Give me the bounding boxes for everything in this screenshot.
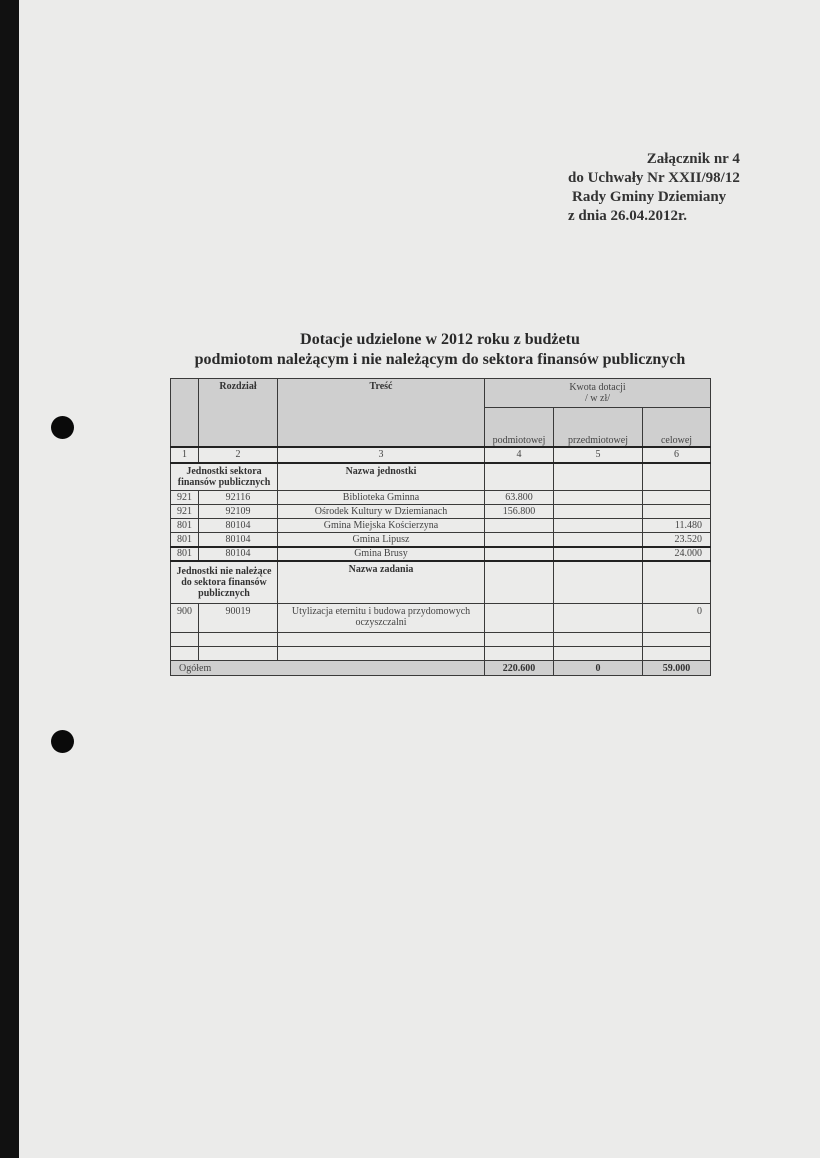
council-name: Rady Gminy Dziemiany [572, 189, 727, 205]
header-celowej: celowej [643, 408, 711, 447]
resolution-date: z dnia 26.04.2012r. [568, 208, 688, 224]
col-number: 6 [643, 447, 711, 463]
table-row [171, 491, 711, 505]
cell-rozdzial: 90019 [199, 604, 278, 633]
table-row [171, 604, 711, 633]
cell-przedm [554, 505, 643, 519]
cell-dzial: 921 [171, 505, 199, 519]
col-number: 4 [485, 447, 554, 463]
cell-name: Gmina Miejska Kościerzyna [278, 519, 485, 533]
header-podmiotowej: podmiotowej [485, 408, 554, 447]
header-unit: / w zł/ [585, 393, 610, 404]
header-rozdzial: Rozdział [199, 379, 278, 447]
cell-dzial: 921 [171, 491, 199, 505]
col-number: 5 [554, 447, 643, 463]
cell-cel [643, 491, 711, 505]
cell-dzial: 900 [171, 604, 199, 633]
section-nonpublic-name-header: Nazwa zadania [278, 561, 485, 604]
cell-name: Ośrodek Kultury w Dziemianach [278, 505, 485, 519]
header-przedmiotowej: przedmiotowej [554, 408, 643, 447]
attachment-number: Załącznik nr 4 [646, 151, 740, 167]
cell-przedm [554, 533, 643, 547]
cell-cel: 11.480 [643, 519, 711, 533]
table-row [171, 533, 711, 547]
col-number: 2 [199, 447, 278, 463]
document-title [160, 330, 720, 370]
cell-cel [643, 505, 711, 519]
cell-cel: 23.520 [643, 533, 711, 547]
total-przedmiotowej: 0 [554, 661, 643, 676]
cell-przedm [554, 547, 643, 561]
cell-rozdzial: 80104 [199, 547, 278, 561]
punch-hole [51, 416, 74, 439]
attachment-note [568, 150, 740, 226]
header-kwota-label: Kwota dotacji [569, 382, 626, 393]
cell-dzial: 801 [171, 533, 199, 547]
cell-name: Utylizacja eternitu i budowa przydomowych oczyszczalni [278, 604, 485, 633]
title-line-1: Dotacje udzielone w 2012 roku z budżetu [300, 331, 580, 348]
cell-podm [485, 519, 554, 533]
table-row [171, 505, 711, 519]
resolution-number: do Uchwały Nr XXII/98/12 [568, 170, 740, 186]
total-celowej: 59.000 [643, 661, 711, 676]
table-row [171, 519, 711, 533]
cell-podm: 63.800 [485, 491, 554, 505]
cell-podm: 156.800 [485, 505, 554, 519]
section-public-name-header: Nazwa jednostki [278, 463, 485, 491]
cell-przedm [554, 491, 643, 505]
table-row [171, 547, 711, 561]
cell-name: Biblioteka Gminna [278, 491, 485, 505]
cell-rozdzial: 92109 [199, 505, 278, 519]
cell-podm [485, 533, 554, 547]
section-nonpublic-label: Jednostki nie należące do sektora finansów publicznych [171, 561, 278, 604]
cell-rozdzial: 92116 [199, 491, 278, 505]
header-kwota [485, 379, 711, 408]
total-label: Ogółem [171, 661, 485, 676]
cell-dzial: 801 [171, 519, 199, 533]
header-tresc: Treść [278, 379, 485, 447]
section-public-label: Jednostki sektora finansów publicznych [171, 463, 278, 491]
col-number: 1 [171, 447, 199, 463]
cell-podm [485, 547, 554, 561]
cell-dzial: 801 [171, 547, 199, 561]
grants-table [170, 378, 711, 676]
cell-name: Gmina Brusy [278, 547, 485, 561]
cell-rozdzial: 80104 [199, 533, 278, 547]
title-line-2: podmiotom należącym i nie należącym do sektora finansów publicznych [194, 351, 686, 368]
cell-rozdzial: 80104 [199, 519, 278, 533]
cell-przedm [554, 604, 643, 633]
cell-podm [485, 604, 554, 633]
scan-edge [0, 0, 19, 1158]
total-podmiotowej: 220.600 [485, 661, 554, 676]
cell-name: Gmina Lipusz [278, 533, 485, 547]
col-number: 3 [278, 447, 485, 463]
header-dzial [171, 379, 199, 447]
cell-przedm [554, 519, 643, 533]
cell-cel: 24.000 [643, 547, 711, 561]
punch-hole [51, 730, 74, 753]
cell-cel: 0 [643, 604, 711, 633]
